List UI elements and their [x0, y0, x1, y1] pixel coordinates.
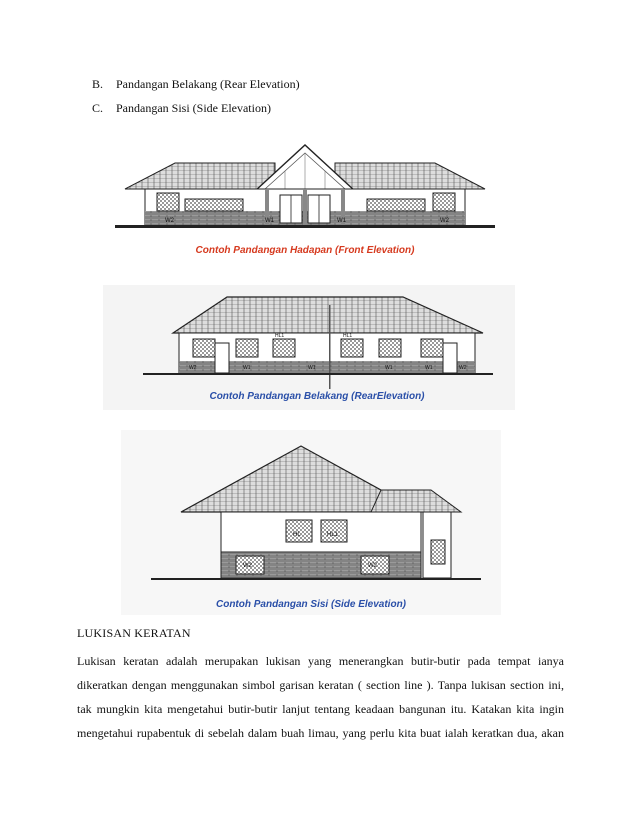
paragraph-line: Lukisan keratan adalah merupakan lukisan yang menerangkan butir-butir pada tempat ianya — [77, 654, 564, 668]
window-label: HL1 — [343, 333, 353, 339]
list-letter: C. — [92, 101, 104, 115]
list-letter: B. — [92, 77, 104, 91]
window-label: W1 — [425, 365, 433, 371]
rear-elevation-caption: Contoh Pandangan Belakang (RearElevation) — [209, 391, 425, 402]
window-label: HL — [293, 532, 301, 538]
window-label: W1 — [337, 218, 346, 224]
window-label: W2 — [189, 365, 197, 371]
paragraph-line: dikeratkan dengan menggunakan simbol garisan keratan ( section line ). Tanpa lukisan section ini, — [77, 678, 564, 692]
front-elevation-figure — [115, 131, 495, 267]
window-label: W2 — [368, 563, 377, 569]
right-roof — [335, 163, 485, 189]
rear-elevation-drawing — [103, 285, 515, 410]
side-elevation-caption: Contoh Pandangan Sisi (Side Elevation) — [215, 599, 407, 610]
elevation-list — [92, 72, 300, 120]
list-text: Pandangan Belakang (Rear Elevation) — [116, 77, 300, 91]
window-label: W2 — [459, 365, 467, 371]
window-label: HL1 — [327, 532, 339, 538]
window-label: W2 — [165, 218, 174, 224]
window-label: W1 — [243, 365, 251, 371]
window-label: W2 — [243, 563, 252, 569]
paragraph-line: mengetahui rupabentuk di sebelah dalam buah limau, yang perlu kita buat ialah keratkan dua, akan — [77, 726, 564, 740]
front-elevation-caption: Contoh Pandangan Hadapan (Front Elevation) — [195, 245, 415, 256]
section-heading: LUKISAN KERATAN — [77, 626, 191, 640]
left-roof — [125, 163, 275, 189]
list-item-rear-elevation — [92, 72, 300, 96]
rear-elevation-figure — [103, 285, 515, 410]
list-text: Pandangan Sisi (Side Elevation) — [116, 101, 271, 115]
window-label: W1 — [308, 365, 316, 371]
paragraph-line: tak mungkin kita mengetahui butir-butir lanjut tentang keadaan bangunan itu. Katakan kita ingin — [77, 702, 564, 716]
list-item-side-elevation — [92, 96, 300, 120]
window-label: W1 — [385, 365, 393, 371]
side-elevation-figure — [121, 430, 501, 615]
window-label: HL1 — [275, 333, 285, 339]
window-label: W2 — [440, 218, 449, 224]
section-paragraph — [77, 649, 564, 745]
front-elevation-drawing — [115, 131, 495, 267]
window-label: W1 — [265, 218, 274, 224]
side-elevation-drawing — [121, 430, 501, 615]
